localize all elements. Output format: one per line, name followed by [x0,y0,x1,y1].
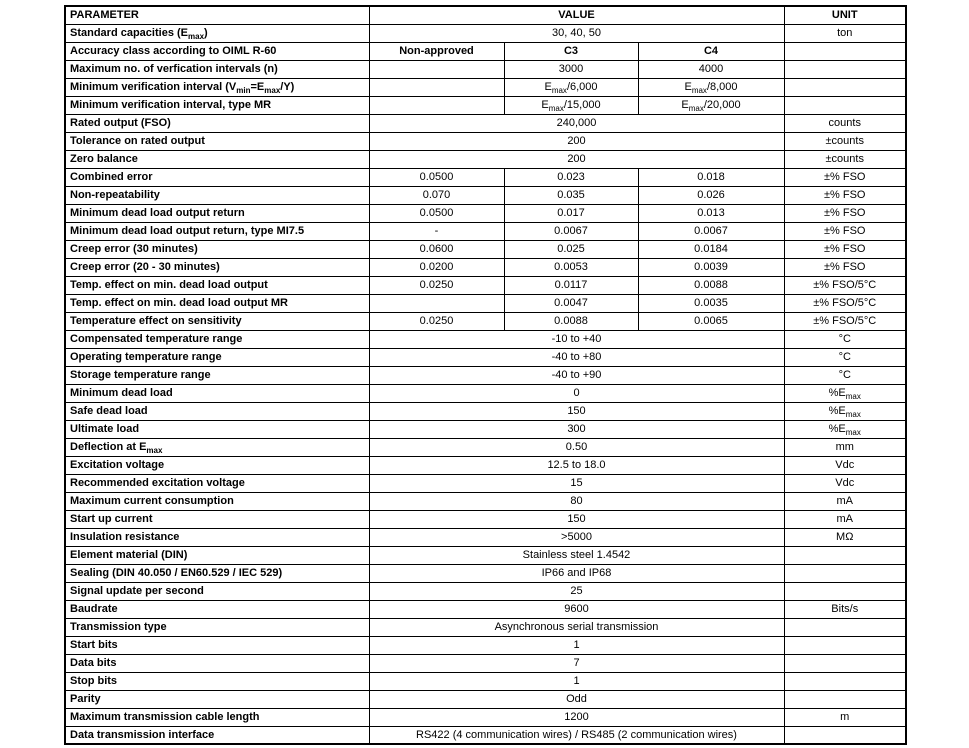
value-cell-c4: 0.0184 [638,240,784,258]
table-row [65,402,906,420]
value-cell-c4: 0.0065 [638,312,784,330]
parameter-cell: Parity [65,690,369,708]
parameter-cell: Operating temperature range [65,348,369,366]
value-cell-c3: 3000 [504,60,638,78]
value-cell: 30, 40, 50 [369,24,784,42]
value-cell-non-approved: 0.0500 [369,168,504,186]
value-cell: -40 to +90 [369,366,784,384]
value-cell: 150 [369,402,784,420]
value-cell: 200 [369,132,784,150]
table-row [65,276,906,294]
value-cell: 0 [369,384,784,402]
value-cell-c4: 0.0039 [638,258,784,276]
value-cell-non-approved: Non-approved [369,42,504,60]
parameter-cell: Maximum no. of verfication intervals (n) [65,60,369,78]
parameter-cell: Baudrate [65,600,369,618]
table-row [65,60,906,78]
value-cell-c3: 0.017 [504,204,638,222]
parameter-cell: Excitation voltage [65,456,369,474]
table-row [65,726,906,744]
value-cell: 1 [369,672,784,690]
value-cell-non-approved [369,78,504,96]
value-cell: RS422 (4 communication wires) / RS485 (2 communication wires) [369,726,784,744]
parameter-cell: Data bits [65,654,369,672]
unit-cell: mm [784,438,906,456]
unit-cell: ±% FSO [784,258,906,276]
value-cell-c3: 0.035 [504,186,638,204]
table-row [65,78,906,96]
unit-cell: m [784,708,906,726]
unit-cell [784,564,906,582]
parameter-cell: Minimum dead load [65,384,369,402]
parameter-cell: Temperature effect on sensitivity [65,312,369,330]
parameter-cell: Non-repeatability [65,186,369,204]
table-row [65,492,906,510]
value-cell: 7 [369,654,784,672]
parameter-cell: Start bits [65,636,369,654]
value-cell-non-approved: 0.0250 [369,276,504,294]
table-row [65,132,906,150]
unit-cell [784,618,906,636]
value-cell-non-approved: - [369,222,504,240]
table-row [65,456,906,474]
parameter-cell: Creep error (20 - 30 minutes) [65,258,369,276]
unit-cell [784,78,906,96]
table-row [65,384,906,402]
table-row [65,438,906,456]
value-cell-c3: $E_{max}/15,000$ [504,96,638,114]
parameter-cell: Temp. effect on min. dead load output [65,276,369,294]
table-row [65,240,906,258]
table-row [65,150,906,168]
parameter-cell: Combined error [65,168,369,186]
unit-cell: mA [784,492,906,510]
unit-cell [784,654,906,672]
parameter-cell: Safe dead load [65,402,369,420]
parameter-cell: Signal update per second [65,582,369,600]
parameter-cell: Data transmission interface [65,726,369,744]
table-row [65,510,906,528]
unit-cell: ±% FSO [784,222,906,240]
value-cell-c4: 0.026 [638,186,784,204]
parameter-cell: Element material (DIN) [65,546,369,564]
parameter-cell: Accuracy class according to OIML R-60 [65,42,369,60]
table-row [65,258,906,276]
value-cell-non-approved: 0.070 [369,186,504,204]
value-cell: Odd [369,690,784,708]
table-row [65,420,906,438]
parameter-cell: Rated output (FSO) [65,114,369,132]
value-cell: 9600 [369,600,784,618]
parameter-cell: Start up current [65,510,369,528]
unit-cell: $\%E_{max}$ [784,384,906,402]
value-cell: 150 [369,510,784,528]
table-row [65,636,906,654]
value-cell: 1 [369,636,784,654]
value-cell-c3: 0.0067 [504,222,638,240]
value-cell: 1200 [369,708,784,726]
value-cell-c3: 0.0047 [504,294,638,312]
parameter-cell: Zero balance [65,150,369,168]
unit-cell [784,636,906,654]
value-cell-non-approved: 0.0500 [369,204,504,222]
unit-cell [784,690,906,708]
parameter-cell: Minimum verification interval, type MR [65,96,369,114]
value-cell-c3: 0.0117 [504,276,638,294]
value-cell-c4: $E_{max}/20,000$ [638,96,784,114]
value-cell-non-approved: 0.0600 [369,240,504,258]
value-cell-non-approved [369,60,504,78]
value-cell-non-approved [369,96,504,114]
table-row [65,564,906,582]
unit-cell: ±counts [784,150,906,168]
value-cell-c4: 0.0088 [638,276,784,294]
parameter-cell: Maximum transmission cable length [65,708,369,726]
parameter-cell: Storage temperature range [65,366,369,384]
table-row [65,204,906,222]
unit-cell [784,96,906,114]
unit-cell: ±% FSO/5°C [784,312,906,330]
table-row [65,222,906,240]
spec-table [64,5,907,745]
value-cell-c3: 0.023 [504,168,638,186]
value-cell-c4: 0.013 [638,204,784,222]
col-header-parameter: PARAMETER [65,6,369,24]
table-row [65,474,906,492]
unit-cell: ±% FSO [784,168,906,186]
unit-cell: $\%E_{max}$ [784,402,906,420]
table-row [65,96,906,114]
value-cell: 15 [369,474,784,492]
unit-cell: ±% FSO/5°C [784,294,906,312]
parameter-cell: Maximum current consumption [65,492,369,510]
value-cell-c4: C4 [638,42,784,60]
unit-cell: Bits/s [784,600,906,618]
value-cell-c3: $E_{max}/6,000$ [504,78,638,96]
unit-cell [784,42,906,60]
unit-cell: MΩ [784,528,906,546]
unit-cell: counts [784,114,906,132]
table-row [65,600,906,618]
unit-cell: mA [784,510,906,528]
table-row [65,168,906,186]
unit-cell: ±% FSO [784,204,906,222]
parameter-cell: Temp. effect on min. dead load output MR [65,294,369,312]
value-cell-c3: 0.0053 [504,258,638,276]
unit-cell [784,546,906,564]
value-cell: -10 to +40 [369,330,784,348]
unit-cell [784,582,906,600]
value-cell-c4: 0.0067 [638,222,784,240]
parameter-cell: Sealing (DIN 40.050 / EN60.529 / IEC 529) [65,564,369,582]
unit-cell: $\%E_{max}$ [784,420,906,438]
value-cell-c4: 4000 [638,60,784,78]
value-cell-non-approved: 0.0200 [369,258,504,276]
table-row [65,294,906,312]
unit-cell [784,726,906,744]
unit-cell: °C [784,348,906,366]
parameter-cell: Minimum dead load output return [65,204,369,222]
parameter-cell: Minimum verification interval $(V_{min}=E_{max}/Y)$ [65,78,369,96]
value-cell-c3: 0.025 [504,240,638,258]
value-cell-c4: $E_{max}/8,000$ [638,78,784,96]
table-row [65,186,906,204]
parameter-cell: Creep error (30 minutes) [65,240,369,258]
unit-cell: ±% FSO [784,240,906,258]
value-cell-c3: C3 [504,42,638,60]
table-row [65,114,906,132]
value-cell-c3: 0.0088 [504,312,638,330]
value-cell-c4: 0.018 [638,168,784,186]
unit-cell: Vdc [784,474,906,492]
value-cell: 300 [369,420,784,438]
parameter-cell: Ultimate load [65,420,369,438]
table-row [65,366,906,384]
parameter-cell: Insulation resistance [65,528,369,546]
value-cell: -40 to +80 [369,348,784,366]
table-row [65,312,906,330]
table-header-row [65,6,906,24]
unit-cell: °C [784,366,906,384]
parameter-cell: Minimum dead load output return, type MI7.5 [65,222,369,240]
value-cell: 12.5 to 18.0 [369,456,784,474]
value-cell: 80 [369,492,784,510]
value-cell-non-approved: 0.0250 [369,312,504,330]
parameter-cell: Tolerance on rated output [65,132,369,150]
unit-cell: ±counts [784,132,906,150]
table-row [65,582,906,600]
parameter-cell: Recommended excitation voltage [65,474,369,492]
unit-cell: ±% FSO [784,186,906,204]
value-cell: 25 [369,582,784,600]
unit-cell: °C [784,330,906,348]
parameter-cell: Stop bits [65,672,369,690]
parameter-cell: Deflection at $E_{max}$ [65,438,369,456]
unit-cell [784,672,906,690]
value-cell: Asynchronous serial transmission [369,618,784,636]
table-row [65,24,906,42]
value-cell: IP66 and IP68 [369,564,784,582]
value-cell: Stainless steel 1.4542 [369,546,784,564]
table-row [65,690,906,708]
parameter-cell: Standard capacities $(E_{max})$ [65,24,369,42]
table-row [65,528,906,546]
col-header-value: VALUE [369,6,784,24]
value-cell: >5000 [369,528,784,546]
table-row [65,546,906,564]
unit-cell: ±% FSO/5°C [784,276,906,294]
value-cell-c4: 0.0035 [638,294,784,312]
unit-cell [784,60,906,78]
table-row [65,42,906,60]
table-row [65,348,906,366]
unit-cell: Vdc [784,456,906,474]
table-row [65,330,906,348]
spec-table-body [65,24,906,744]
value-cell-non-approved [369,294,504,312]
value-cell: 240,000 [369,114,784,132]
table-row [65,708,906,726]
parameter-cell: Compensated temperature range [65,330,369,348]
parameter-cell: Transmission type [65,618,369,636]
table-row [65,654,906,672]
table-row [65,618,906,636]
col-header-unit: UNIT [784,6,906,24]
value-cell: 0.50 [369,438,784,456]
unit-cell: ton [784,24,906,42]
value-cell: 200 [369,150,784,168]
table-row [65,672,906,690]
